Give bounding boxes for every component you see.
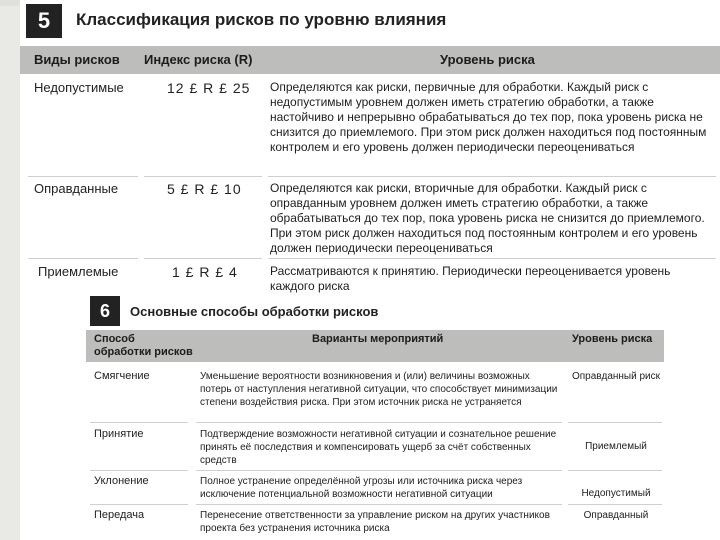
treatment-method: Принятие: [94, 428, 144, 440]
section-number-badge: 5: [26, 4, 62, 38]
risk-index: 12 £ R £ 25: [167, 80, 251, 96]
row-divider: [568, 504, 662, 505]
section-number-badge: 6: [90, 296, 120, 326]
row-divider: [268, 258, 716, 259]
row-divider: [196, 422, 562, 423]
section-title: Классификация рисков по уровню влияния: [76, 10, 447, 29]
risk-classification-table: [20, 0, 720, 300]
treatment-measures: Уменьшение вероятности возникновения и (или) величины возможных потерь от наступления негативной ситуации, что способствует минимизации степени воздействия риска. При этом источник риска не устраняется: [200, 371, 558, 408]
treatment-risk-level: Приемлемый: [585, 441, 647, 452]
slide-left-border: [0, 0, 20, 540]
section-title: Основные способы обработки рисков: [130, 304, 379, 319]
risk-index: 1 £ R £ 4: [172, 264, 238, 280]
row-divider: [144, 258, 262, 259]
row-divider: [90, 504, 188, 505]
risk-level-description: Определяются как риски, первичные для обработки. Каждый риск с недопустимым уровнем должен иметь стратегию обработки, а также настойчиво и непрерывно обрабатываться до тех пор, пока уровень риска не снизится до приемлемого. При этом риск должен находиться под постоянным контролем и его уровень должен периодически переоцениваться: [270, 80, 707, 154]
treatment-risk-level: Недопустимый: [581, 488, 651, 499]
treatment-risk-level: Оправданный риск: [571, 371, 661, 382]
risk-level-description: Рассматриваются к принятию. Периодически переоценивается уровень каждого риска: [270, 264, 671, 293]
treatment-method: Уклонение: [94, 475, 149, 487]
risk-type: Оправданные: [34, 181, 119, 196]
risk-type: Недопустимые: [34, 80, 124, 95]
risk-level-description: Определяются как риски, вторичные для обработки. Каждый риск с оправданным уровнем должен иметь стратегию обработки, а также обрабатываться до тех пор, пока уровень риска не снизится до приемлемого. При этом риск должен находиться под постоянным контролем и его уровень должен периодически переоцениваться: [270, 181, 705, 255]
header-treatment-method: Способ обработки рисков: [94, 333, 193, 358]
row-divider: [90, 470, 188, 471]
table-header: [20, 46, 720, 74]
row-divider: [144, 176, 262, 177]
row-divider: [196, 470, 562, 471]
treatment-method: Передача: [94, 509, 145, 521]
header-risk-level: Уровень риска: [440, 52, 535, 67]
row-divider: [196, 504, 562, 505]
table-header: [86, 330, 664, 362]
header-measures: Варианты мероприятий: [312, 333, 444, 345]
treatment-measures: Полное устранение определённой угрозы или источника риска через исключение потенциальной возможности негативной ситуации: [200, 476, 523, 500]
header-risk-types: Виды рисков: [34, 52, 120, 67]
row-divider: [28, 176, 138, 177]
treatment-measures: Перенесение ответственности за управление риском на других участников проекта без устранения источника риска: [200, 510, 550, 534]
treatment-measures: Подтверждение возможности негативной ситуации и сознательное решение принять её последствия и компенсировать ущерб за счёт собственных средств: [200, 429, 557, 466]
risk-type: Приемлемые: [38, 264, 119, 279]
risk-treatment-table: [86, 294, 720, 540]
header-risk-index: Индекс риска (R): [144, 52, 253, 67]
treatment-method: Смягчение: [94, 370, 150, 382]
header-risk-level: Уровень риска: [572, 333, 653, 345]
row-divider: [90, 422, 188, 423]
treatment-risk-level: Оправданный: [583, 510, 649, 521]
row-divider: [28, 258, 138, 259]
row-divider: [568, 422, 662, 423]
row-divider: [268, 176, 716, 177]
row-divider: [568, 470, 662, 471]
risk-index: 5 £ R £ 10: [167, 181, 242, 197]
